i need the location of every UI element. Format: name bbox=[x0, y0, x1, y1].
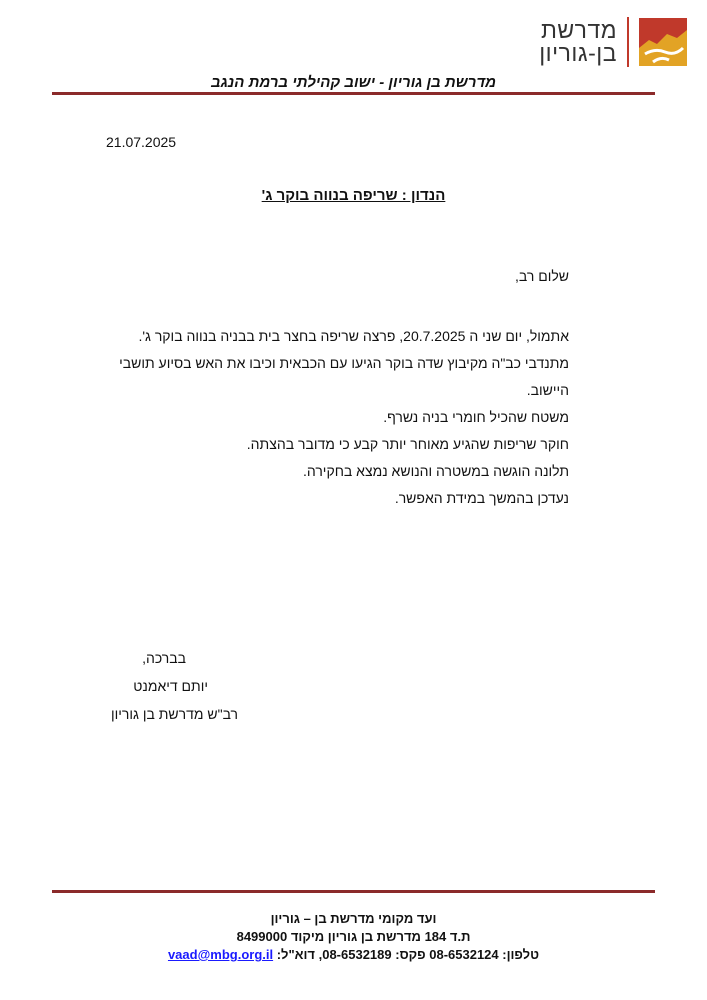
footer-contact bbox=[0, 946, 707, 964]
logo-line-2: בן-גוריון bbox=[539, 40, 617, 66]
letterhead-subtitle: מדרשת בן גוריון - ישוב קהילתי ברמת הנגב bbox=[211, 74, 496, 91]
closing: בברכה, bbox=[142, 650, 186, 666]
letter-subject: הנדון : שריפה בנווה בוקר ג' bbox=[261, 187, 446, 204]
header-rule bbox=[52, 92, 655, 95]
logo bbox=[539, 14, 687, 70]
body-paragraph: תלונה הוגשה במשטרה והנושא נמצא בחקירה. bbox=[302, 463, 569, 479]
letter-body bbox=[89, 323, 569, 512]
body-paragraph: מתנדבי כב"ה מקיבוץ שדה בוקר הגיעו עם הכבאית וכיבו את האש בסיוע תושבי היישוב. bbox=[119, 355, 569, 398]
body-paragraph: אתמול, יום שני ה 20.7.2025, פרצה שריפה בחצר בית בבניה בנווה בוקר ג'. bbox=[138, 328, 569, 344]
footer-email-link[interactable]: vaad@mbg.org.il bbox=[167, 947, 274, 962]
body-paragraph: משטח שהכיל חומרי בניה נשרף. bbox=[383, 409, 569, 425]
body-paragraph: נעדכן בהמשך במידת האפשר. bbox=[394, 490, 569, 506]
footer bbox=[0, 910, 707, 964]
letter-date: 21.07.2025 bbox=[106, 134, 177, 150]
footer-org: ועד מקומי מדרשת בן – גוריון bbox=[270, 911, 437, 926]
footer-rule bbox=[52, 890, 655, 893]
greeting: שלום רב, bbox=[515, 268, 569, 284]
logo-divider bbox=[627, 17, 629, 67]
logo-line-1: מדרשת bbox=[540, 17, 617, 43]
signer-title: רב"ש מדרשת בן גוריון bbox=[111, 706, 238, 722]
logo-text bbox=[539, 19, 617, 65]
footer-phone-fax: טלפון: 08-6532124 פקס: 08-6532189, דוא"ל: bbox=[273, 947, 540, 962]
footer-address: ת.ד 184 מדרשת בן גוריון מיקוד 8499000 bbox=[236, 929, 471, 944]
body-paragraph: חוקר שריפות שהגיע מאוחר יותר קבע כי מדובר בהצתה. bbox=[246, 436, 569, 452]
midreshet-logo-icon bbox=[639, 18, 687, 66]
signer-name: יותם דיאמנט bbox=[133, 678, 208, 694]
